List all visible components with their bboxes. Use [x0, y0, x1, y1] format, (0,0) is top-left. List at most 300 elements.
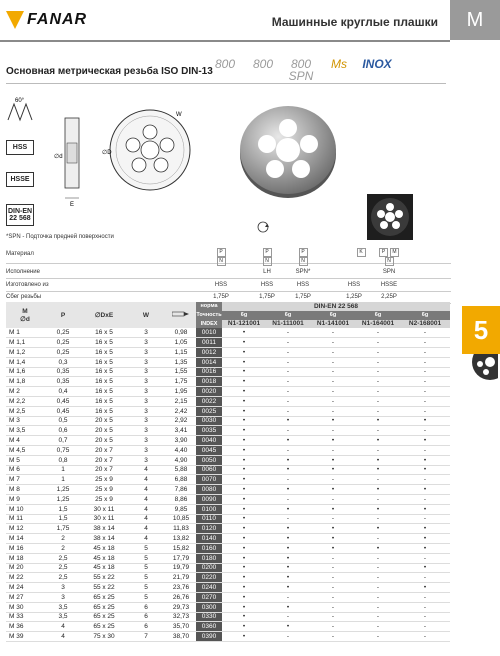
- table-cell: 4: [61, 632, 65, 640]
- table-cell: •: [242, 554, 246, 562]
- table-row: [6, 592, 450, 602]
- table-cell: •: [331, 525, 335, 533]
- made-value: HSS: [214, 282, 228, 288]
- table-cell: •: [242, 368, 246, 376]
- table-cell: -: [331, 593, 335, 601]
- table-cell: 38 x 14: [93, 525, 115, 533]
- index-cell: 0070: [196, 475, 222, 485]
- table-cell: -: [331, 574, 335, 582]
- table-cell: 1,35: [174, 358, 188, 366]
- table-cell: 3,90: [174, 437, 188, 445]
- table-cell: 4,40: [174, 446, 188, 454]
- table-cell: 3: [144, 456, 148, 464]
- table-cell: 9,85: [174, 505, 188, 513]
- hss-badge: HSS: [6, 140, 34, 155]
- table-cell: 20 x 7: [95, 456, 113, 464]
- table-cell: 2,42: [174, 407, 188, 415]
- index-cell: 0030: [196, 416, 222, 426]
- index-label: INDEX: [196, 320, 222, 329]
- material-grade: INOX: [362, 57, 392, 71]
- table-cell: -: [376, 407, 380, 415]
- svg-text:60°: 60°: [15, 98, 25, 104]
- table-cell: •: [242, 417, 246, 425]
- table-cell: •: [423, 505, 427, 513]
- table-cell: 3: [61, 584, 65, 591]
- table-cell: 15,82: [172, 544, 190, 552]
- table-cell: -: [423, 632, 427, 640]
- index-cell: 0025: [196, 406, 222, 416]
- table-cell: -: [331, 407, 335, 415]
- table-cell: 0,35: [56, 368, 70, 376]
- table-cell: 5,88: [174, 466, 188, 474]
- table-cell: -: [423, 623, 427, 631]
- table-cell: M 1,6: [9, 368, 26, 376]
- table-cell: 29,73: [172, 603, 190, 611]
- table-cell: -: [423, 397, 427, 405]
- table-cell: •: [331, 505, 335, 513]
- index-code: N1-121001: [222, 320, 266, 329]
- table-cell: -: [423, 378, 427, 386]
- table-cell: •: [286, 544, 290, 552]
- table-cell: -: [423, 407, 427, 415]
- table-cell: 75 x 30: [93, 632, 115, 640]
- table-cell: 16 x 5: [95, 378, 113, 386]
- table-cell: •: [242, 339, 246, 347]
- table-cell: -: [331, 584, 335, 591]
- table-cell: •: [286, 525, 290, 533]
- table-cell: 38 x 14: [93, 535, 115, 543]
- table-cell: -: [376, 623, 380, 631]
- table-row: [6, 436, 450, 446]
- index-cell: 0120: [196, 524, 222, 534]
- table-cell: 26,76: [172, 593, 190, 601]
- index-cell: 0160: [196, 543, 222, 553]
- section-title: Основная метрическая резьба ISO DIN-13: [6, 66, 213, 77]
- table-cell: •: [242, 495, 246, 503]
- table-cell: •: [286, 505, 290, 513]
- table-cell: M 9: [9, 495, 20, 503]
- table-cell: 16 x 5: [95, 348, 113, 356]
- table-cell: 0,35: [56, 378, 70, 386]
- table-cell: 11,83: [173, 525, 189, 533]
- table-cell: •: [242, 456, 246, 464]
- table-cell: -: [286, 593, 290, 601]
- table-row: [6, 357, 450, 367]
- table-cell: -: [376, 329, 380, 337]
- index-cell: 0140: [196, 534, 222, 544]
- table-cell: 19,79: [172, 564, 190, 572]
- table-cell: •: [423, 417, 427, 425]
- table-cell: -: [286, 632, 290, 640]
- table-cell: -: [286, 358, 290, 366]
- table-cell: 6: [144, 603, 148, 611]
- table-cell: 4: [144, 495, 148, 503]
- table-row: [6, 543, 450, 553]
- material-code: P N: [288, 248, 318, 266]
- index-cell: 0100: [196, 504, 222, 514]
- table-cell: •: [423, 486, 427, 494]
- section-divider: [6, 83, 446, 84]
- table-cell: •: [242, 446, 246, 454]
- table-cell: •: [331, 486, 335, 494]
- table-cell: -: [423, 495, 427, 503]
- table-cell: •: [423, 544, 427, 552]
- index-cell: 0022: [196, 396, 222, 406]
- table-cell: M 4: [9, 437, 20, 445]
- table-cell: -: [376, 603, 380, 611]
- table-cell: -: [331, 632, 335, 640]
- table-cell: •: [286, 564, 290, 572]
- table-cell: -: [376, 368, 380, 376]
- table-cell: M 24: [9, 584, 24, 591]
- execution-value: SPN*: [295, 269, 311, 275]
- table-cell: 4: [144, 486, 148, 494]
- table-cell: 5: [144, 564, 148, 572]
- table-cell: -: [286, 495, 290, 503]
- table-cell: -: [423, 348, 427, 356]
- table-cell: 3: [144, 407, 148, 415]
- inox-die-photo: [367, 194, 413, 240]
- table-cell: 4: [144, 466, 148, 474]
- index-cell: 0300: [196, 602, 222, 612]
- table-cell: 20 x 7: [95, 466, 113, 474]
- index-cell: 0050: [196, 455, 222, 465]
- table-row: [6, 524, 450, 534]
- table-cell: 3: [144, 368, 148, 376]
- table-cell: M 1,1: [9, 339, 26, 347]
- table-cell: 3: [144, 388, 148, 396]
- table-cell: -: [423, 329, 427, 337]
- section-number-tab: 5: [462, 306, 500, 354]
- material-code: P N: [252, 248, 282, 266]
- category-tab: M: [450, 0, 500, 40]
- table-row: [6, 632, 450, 642]
- table-cell: 2,5: [58, 564, 68, 572]
- table-cell: •: [242, 564, 246, 572]
- table-row: [6, 455, 450, 465]
- table-cell: -: [331, 427, 335, 435]
- material-code: P M N: [374, 248, 404, 266]
- table-cell: 38,70: [172, 632, 190, 640]
- table-cell: -: [376, 397, 380, 405]
- index-cell: 0045: [196, 445, 222, 455]
- table-cell: 2: [61, 544, 65, 552]
- index-cell: 0180: [196, 553, 222, 563]
- table-cell: 3,41: [174, 427, 188, 435]
- row-label: Исполнение: [6, 269, 40, 275]
- table-cell: M 27: [9, 593, 24, 601]
- table-cell: •: [242, 593, 246, 601]
- index-cell: 0240: [196, 583, 222, 593]
- table-row: [6, 396, 450, 406]
- table-cell: -: [286, 388, 290, 396]
- material-grade: Ms: [331, 57, 347, 71]
- svg-text:E: E: [70, 202, 75, 208]
- table-cell: -: [376, 574, 380, 582]
- table-cell: -: [423, 593, 427, 601]
- table-cell: 3: [144, 437, 148, 445]
- table-cell: 4: [61, 623, 65, 631]
- table-cell: -: [376, 632, 380, 640]
- table-cell: -: [376, 378, 380, 386]
- material-grade: 800: [214, 57, 236, 71]
- table-cell: 3: [144, 329, 148, 337]
- table-cell: -: [376, 427, 380, 435]
- table-row: [6, 504, 450, 514]
- table-cell: -: [423, 427, 427, 435]
- chamfer-value: 1,75P: [213, 294, 229, 300]
- tol-value: 6g: [310, 311, 356, 320]
- table-cell: 65 x 25: [93, 593, 115, 601]
- table-cell: M 1: [9, 329, 20, 337]
- table-cell: -: [286, 397, 290, 405]
- table-cell: •: [331, 535, 335, 543]
- row-label: Изготовлено из: [6, 282, 49, 288]
- sizes-table: [6, 302, 450, 642]
- table-cell: -: [331, 339, 335, 347]
- table-cell: •: [376, 466, 380, 474]
- table-cell: •: [242, 535, 246, 543]
- material-grade: 800 SPN: [288, 57, 314, 83]
- table-cell: 35,70: [172, 623, 190, 631]
- table-cell: -: [376, 446, 380, 454]
- table-cell: M 2,2: [9, 397, 26, 405]
- table-cell: 5: [144, 544, 148, 552]
- table-cell: 16 x 5: [95, 397, 113, 405]
- table-cell: •: [331, 544, 335, 552]
- table-cell: 4: [144, 505, 148, 513]
- table-cell: •: [242, 348, 246, 356]
- table-cell: •: [423, 456, 427, 464]
- material-code: K: [346, 248, 376, 257]
- table-cell: 3: [144, 427, 148, 435]
- table-cell: •: [423, 437, 427, 445]
- table-row: [6, 475, 450, 485]
- table-row: [6, 465, 450, 475]
- table-cell: 45 x 18: [93, 554, 115, 562]
- tol-value: 6g: [266, 311, 310, 320]
- table-cell: •: [242, 515, 246, 523]
- table-cell: 3: [144, 378, 148, 386]
- made-value: HSS: [347, 282, 361, 288]
- table-cell: -: [331, 329, 335, 337]
- table-cell: M 18: [9, 554, 24, 562]
- table-cell: 0,7: [58, 437, 68, 445]
- table-cell: 0,45: [56, 397, 70, 405]
- table-row: [6, 377, 450, 387]
- table-cell: -: [331, 446, 335, 454]
- table-cell: M 36: [9, 623, 24, 631]
- table-cell: -: [331, 368, 335, 376]
- table-cell: •: [242, 505, 246, 513]
- table-cell: 25 x 9: [95, 476, 113, 484]
- index-code: N2-168001: [400, 320, 450, 329]
- table-cell: 4: [144, 515, 148, 523]
- table-cell: •: [242, 427, 246, 435]
- table-cell: 16 x 5: [95, 339, 113, 347]
- tol-value: 6g: [356, 311, 400, 320]
- drill-bit-icon: [172, 310, 190, 318]
- table-cell: •: [376, 486, 380, 494]
- table-cell: 0,98: [174, 329, 188, 337]
- table-cell: •: [331, 417, 335, 425]
- table-row: [6, 583, 450, 593]
- table-cell: M 3: [9, 417, 20, 425]
- table-cell: 4: [144, 535, 148, 543]
- table-cell: 3: [144, 417, 148, 425]
- table-cell: -: [376, 613, 380, 621]
- index-code: N1-164001: [356, 320, 400, 329]
- tol-value: 6g: [400, 311, 450, 320]
- table-cell: 2: [61, 535, 65, 543]
- svg-text:W: W: [176, 112, 182, 118]
- table-cell: •: [376, 544, 380, 552]
- table-row: [6, 494, 450, 504]
- table-cell: 3: [144, 358, 148, 366]
- table-cell: -: [331, 495, 335, 503]
- table-cell: •: [286, 584, 290, 591]
- die-photo: [233, 96, 343, 206]
- execution-value: LH: [263, 269, 271, 275]
- header-divider: [0, 40, 450, 42]
- table-cell: -: [376, 515, 380, 523]
- table-cell: •: [242, 476, 246, 484]
- table-cell: M 5: [9, 456, 20, 464]
- table-cell: 3: [144, 339, 148, 347]
- table-cell: •: [286, 417, 290, 425]
- index-code: N1-111001: [266, 320, 310, 329]
- table-row: [6, 338, 450, 348]
- die-corner-icon: [468, 354, 498, 380]
- table-cell: -: [286, 368, 290, 376]
- table-cell: -: [423, 613, 427, 621]
- table-cell: 2,5: [58, 554, 68, 562]
- table-cell: 25 x 9: [95, 495, 113, 503]
- index-cell: 0360: [196, 622, 222, 632]
- row-label: Материал: [6, 251, 34, 257]
- table-cell: -: [331, 378, 335, 386]
- tol-label: Точность: [196, 312, 222, 319]
- table-cell: 0,3: [58, 358, 68, 366]
- table-cell: 1: [61, 466, 65, 474]
- table-cell: -: [286, 446, 290, 454]
- table-cell: 0,25: [56, 329, 70, 337]
- table-cell: M 12: [9, 525, 24, 533]
- index-cell: 0014: [196, 357, 222, 367]
- table-row: [6, 514, 450, 524]
- table-cell: 30 x 11: [93, 505, 115, 513]
- index-cell: 0035: [196, 426, 222, 436]
- table-cell: 20 x 5: [95, 427, 113, 435]
- table-cell: 0,75: [56, 446, 70, 454]
- chamfer-value: 1,25P: [346, 294, 362, 300]
- table-cell: 20 x 5: [95, 437, 113, 445]
- table-cell: -: [286, 613, 290, 621]
- table-cell: -: [376, 339, 380, 347]
- table-cell: •: [423, 584, 427, 591]
- chamfer-value: 1,75P: [295, 294, 311, 300]
- table-cell: •: [242, 388, 246, 396]
- table-cell: M 2,5: [9, 407, 26, 415]
- table-cell: •: [423, 525, 427, 533]
- table-row: [6, 406, 450, 416]
- table-cell: -: [331, 476, 335, 484]
- table-cell: •: [242, 466, 246, 474]
- table-cell: •: [423, 564, 427, 572]
- table-row: [6, 387, 450, 397]
- table-cell: 0,45: [56, 407, 70, 415]
- table-cell: 1,55: [174, 368, 188, 376]
- table-cell: -: [423, 446, 427, 454]
- table-cell: 30 x 11: [93, 515, 115, 523]
- table-cell: M 39: [9, 632, 24, 640]
- table-cell: -: [376, 535, 380, 543]
- index-code: N1-141001: [310, 320, 356, 329]
- table-cell: •: [242, 378, 246, 386]
- material-grade: 800: [252, 57, 274, 71]
- table-cell: 32,73: [172, 613, 190, 621]
- execution-value: SPN: [382, 269, 396, 275]
- table-cell: 16 x 5: [95, 368, 113, 376]
- table-cell: -: [423, 339, 427, 347]
- table-cell: 6: [144, 613, 148, 621]
- table-row: [6, 622, 450, 632]
- table-cell: 1,15: [174, 348, 188, 356]
- table-cell: •: [376, 525, 380, 533]
- rotation-direction-icon: [256, 220, 270, 234]
- made-value: HSS: [260, 282, 274, 288]
- table-cell: 65 x 25: [93, 623, 115, 631]
- material-grades: [206, 58, 396, 82]
- table-cell: •: [423, 535, 427, 543]
- table-cell: •: [242, 358, 246, 366]
- table-cell: M 1,8: [9, 378, 26, 386]
- table-row: [6, 563, 450, 573]
- table-cell: 17,79: [172, 554, 190, 562]
- table-cell: 0,25: [56, 348, 70, 356]
- table-cell: 1,75: [56, 525, 70, 533]
- table-cell: M 4,5: [9, 446, 26, 454]
- table-cell: •: [331, 466, 335, 474]
- table-row: [6, 534, 450, 544]
- table-cell: •: [242, 397, 246, 405]
- table-cell: •: [242, 623, 246, 631]
- table-cell: 65 x 25: [93, 613, 115, 621]
- table-cell: 5: [144, 584, 148, 591]
- table-cell: 0,4: [58, 388, 68, 396]
- table-cell: M 7: [9, 476, 20, 484]
- table-cell: -: [423, 368, 427, 376]
- table-cell: •: [286, 623, 290, 631]
- table-cell: -: [376, 358, 380, 366]
- chamfer-value: 1,75P: [259, 294, 275, 300]
- norm-label: норма: [196, 302, 222, 311]
- made-value: HSS: [296, 282, 310, 288]
- table-cell: 0,25: [56, 339, 70, 347]
- table-cell: 1,25: [56, 495, 70, 503]
- col-dxe: ∅DxE: [82, 302, 126, 328]
- table-cell: 1,95: [174, 388, 188, 396]
- index-cell: 0060: [196, 465, 222, 475]
- table-cell: -: [423, 476, 427, 484]
- table-cell: •: [242, 603, 246, 611]
- index-cell: 0220: [196, 573, 222, 583]
- index-cell: 0390: [196, 632, 222, 642]
- table-cell: -: [423, 515, 427, 523]
- table-cell: •: [286, 554, 290, 562]
- table-cell: -: [331, 554, 335, 562]
- table-cell: -: [331, 358, 335, 366]
